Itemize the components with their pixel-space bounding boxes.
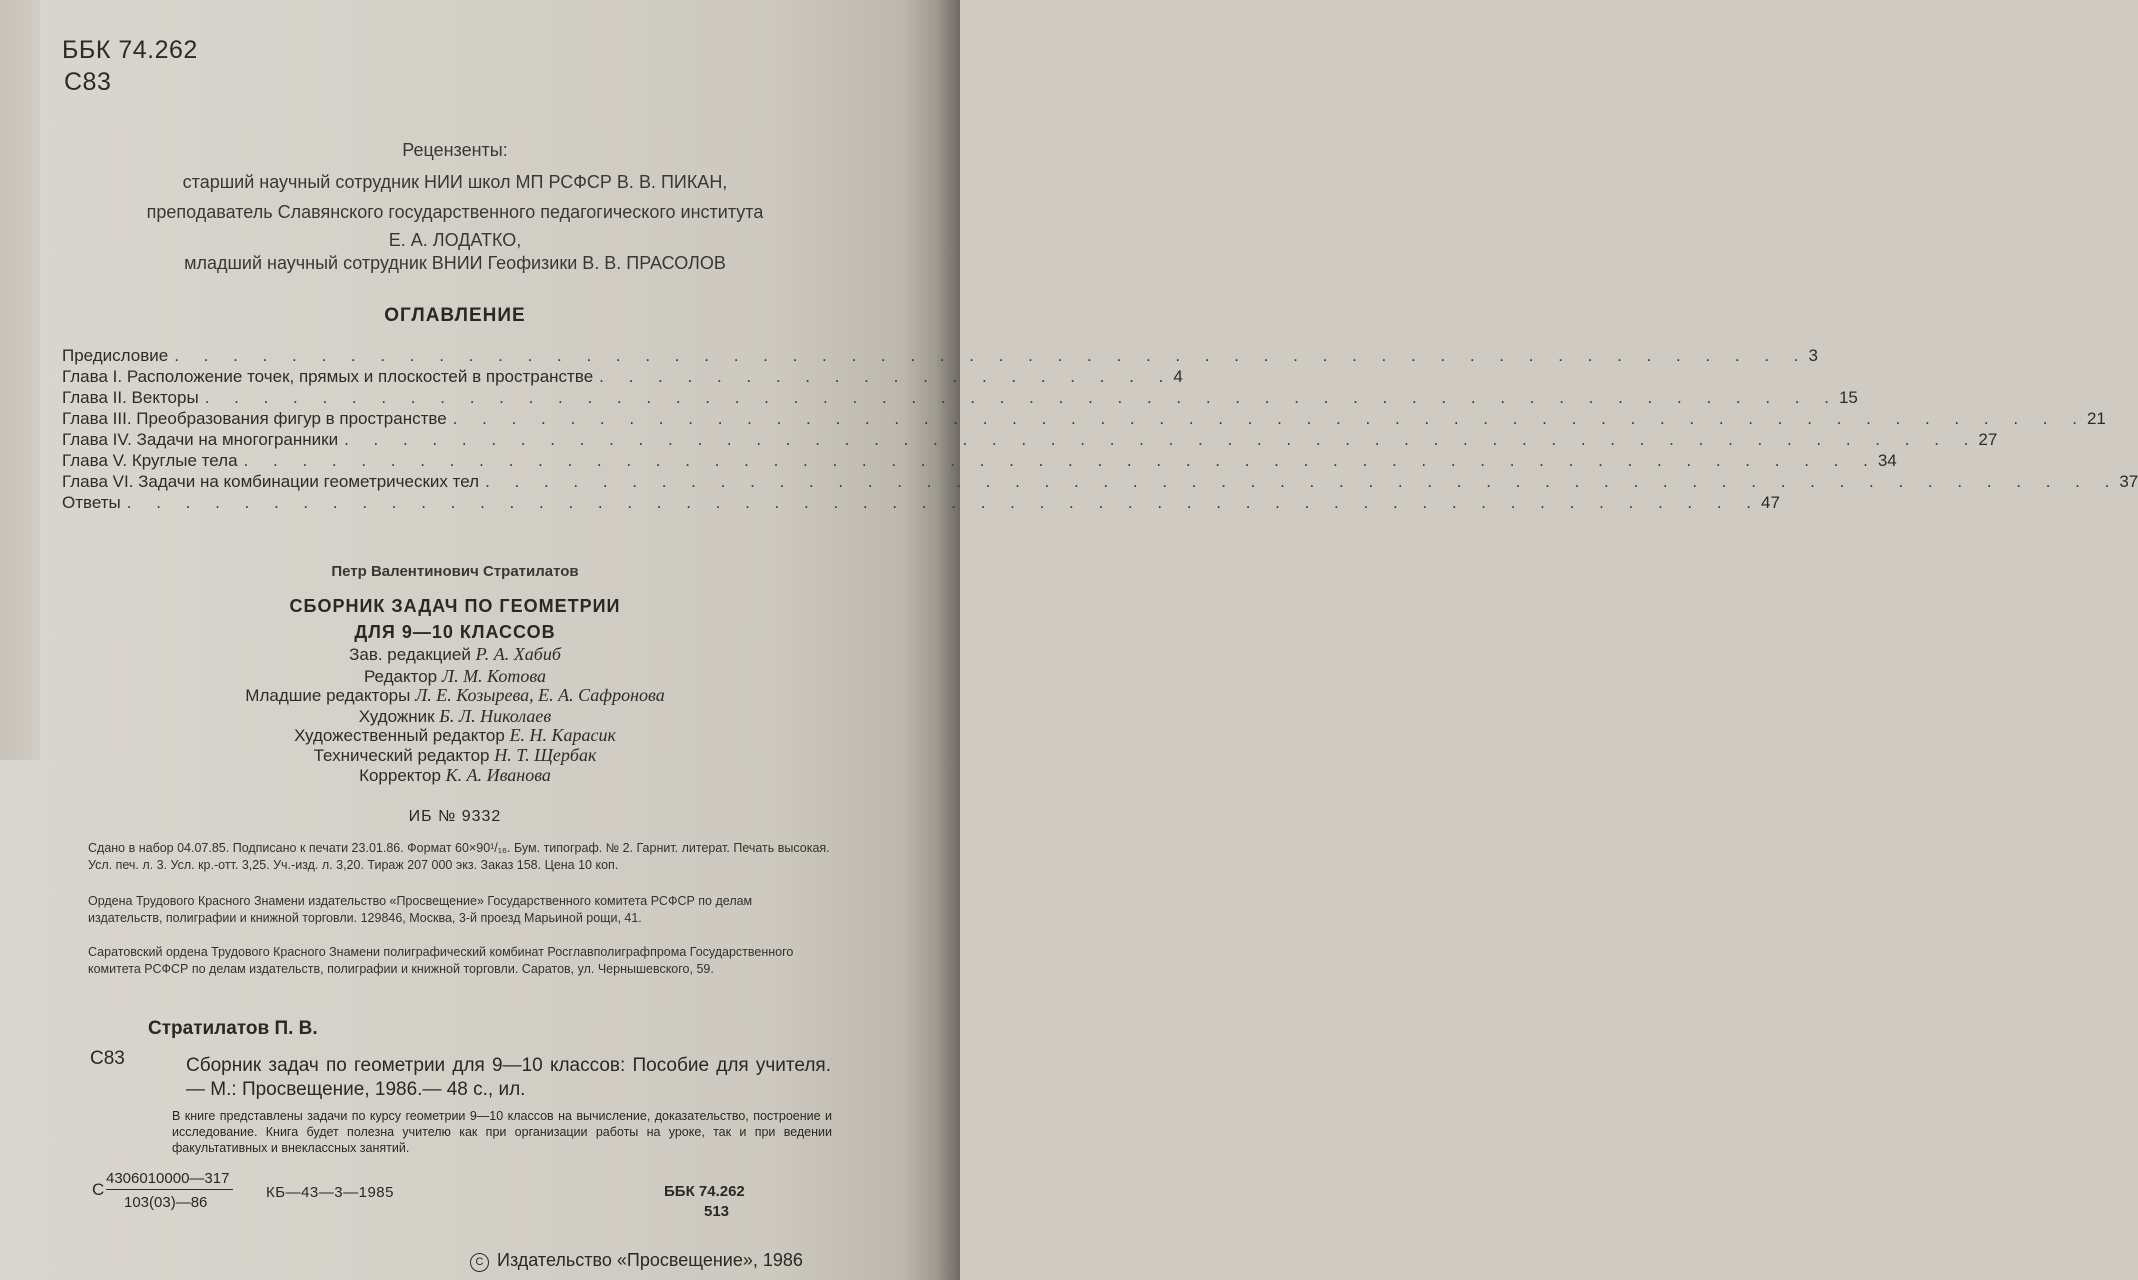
- toc-item-page: 21: [2086, 409, 2106, 428]
- toc-leader: . . . . . . . . . . . . . . . . . . . . . . . . . . . . . . . . . . . . . . . . . . . . . . . . . . . . . . . .: [452, 409, 2087, 428]
- staff-line: [0, 706, 910, 727]
- toc-item-label: Ответы: [62, 493, 121, 512]
- reviewer-line: старший научный сотрудник НИИ школ МП РСФСР В. В. ПИКАН,: [182, 172, 728, 192]
- catalog-annotation: В книге представлены задачи по курсу геометрии 9—10 классов на вычисление, доказательство, построение и исследование. Книга будет полезна учителю как при организации работы на уроке, так и при ведении факультативных и внеклассных занятий.: [172, 1109, 832, 1155]
- imprint-author: Петр Валентинович Стратилатов: [331, 563, 579, 580]
- staff-name: Л. М. Котова: [441, 666, 547, 686]
- staff-name: К. А. Иванова: [445, 765, 551, 785]
- staff-line: [0, 725, 910, 746]
- staff-name: Е. Н. Карасик: [509, 725, 616, 745]
- catalog-code: С83: [90, 1048, 125, 1069]
- staff-role: Корректор: [359, 766, 441, 785]
- toc-item-label: Глава III. Преобразования фигур в пространстве: [62, 409, 447, 428]
- toc-item: [62, 409, 2106, 431]
- classification-block: [62, 34, 198, 98]
- book-title-line1: СБОРНИК ЗАДАЧ ПО ГЕОМЕТРИИ: [289, 596, 621, 616]
- staff-line: [0, 644, 910, 665]
- catalog-author: Стратилатов П. В.: [148, 1018, 318, 1039]
- staff-name: Р. А. Хабиб: [475, 644, 561, 664]
- toc-item-label: Предисловие: [62, 346, 169, 365]
- copyright-line: [470, 1250, 803, 1272]
- staff-name: Н. Т. Щербак: [494, 745, 597, 765]
- catalog-bbk-number: 513: [704, 1203, 730, 1220]
- toc-item: [62, 493, 1780, 515]
- copyright-text: Издательство «Просвещение», 1986: [497, 1250, 803, 1270]
- toc-item-label: Глава V. Круглые тела: [62, 451, 238, 470]
- toc-item-label: Глава IV. Задачи на многогранники: [62, 430, 339, 449]
- print-info: Сдано в набор 04.07.85. Подписано к печати 23.01.86. Формат 60×90¹/₁₆. Бум. типограф. № 2. Гарнит. литерат. Печать высокая. Усл. печ. л. 3. Усл. кр.-отт. 3,25. Уч.-изд. л. 3,20. Тираж 207 000 экз. Заказ 158. Цена 10 коп.: [88, 841, 830, 872]
- publisher-info: Ордена Трудового Красного Знамени издательство «Просвещение» Государственного комитета РСФСР по делам издательств, полиграфии и книжной торговли. 129846, Москва, 3-й проезд Марьиной рощи, 41.: [88, 894, 753, 925]
- staff-name: Л. Е. Козырева, Е. А. Сафронова: [415, 685, 665, 705]
- staff-role: Художественный редактор: [294, 726, 505, 745]
- toc-item-page: 37: [2119, 472, 2138, 491]
- toc-leader: . . . . . . . . . . . . . . . . . . . . . . . . . . . . . . . . . . . . . . . . . . . . . . . . . . . . . . . .: [126, 493, 1762, 512]
- staff-name: Б. Л. Николаев: [439, 706, 552, 726]
- staff-role: Редактор: [363, 667, 438, 686]
- toc-title: ОГЛАВЛЕНИЕ: [384, 305, 526, 326]
- staff-role: Младшие редакторы: [245, 686, 411, 705]
- toc-leader: . . . . . . . . . . . . . . . . . . . . . . . . . . . . . . . . . . . . . . . . . . . . . . . . . . . . . . . .: [344, 430, 1979, 449]
- toc-item-page: 34: [1877, 451, 1897, 470]
- toc-leader: . . . . . . . . . . . . . . . . . . . . . . . . . . . . . . . . . . . . . . . . . . . . . . . . . . . . . . . .: [174, 346, 1809, 365]
- reviewer-line: Е. А. ЛОДАТКО,: [388, 230, 522, 250]
- toc-item: [62, 430, 1998, 452]
- copyright-icon: C: [470, 1253, 489, 1272]
- toc-item-page: 27: [1978, 430, 1998, 449]
- toc-item-label: Глава VI. Задачи на комбинации геометрических тел: [62, 472, 480, 491]
- book-title-line2: ДЛЯ 9—10 КЛАССОВ: [354, 622, 556, 642]
- book-spine-shadow: [934, 0, 960, 1280]
- reviewer-line: преподаватель Славянского государственного педагогического института: [146, 202, 764, 222]
- toc-item-page: 15: [1838, 388, 1858, 407]
- bbk-code: ББК 74.262: [62, 36, 198, 64]
- toc-item-label: Глава I. Расположение точек, прямых и плоскостей в пространстве: [62, 367, 594, 386]
- ib-number: ИБ № 9332: [408, 808, 502, 825]
- printer-info: Саратовский ордена Трудового Красного Знамени полиграфический комбинат Росглавполиграфпрома Государственного комитета РСФСР по делам издательств, полиграфии и книжной торговли. Саратов, ул. Чернышевского, 59.: [88, 945, 794, 976]
- toc-leader: . . . . . . . . . . . . . . . . . . . . . . . . . . . . . . . . . . . . . . . . . . . . . . . . . . . . . . . .: [243, 451, 1878, 470]
- toc-item-page: 47: [1761, 493, 1780, 512]
- kb-code: КБ—43—3—1985: [266, 1184, 394, 1201]
- staff-line: [0, 745, 910, 766]
- toc-item: [62, 388, 1858, 410]
- staff-role: Художник: [358, 707, 435, 726]
- reviewers-heading: Рецензенты:: [402, 140, 508, 160]
- index-numerator: 4306010000—317: [106, 1170, 233, 1190]
- catalog-bbk-code: ББК 74.262: [664, 1183, 745, 1200]
- toc-item: [62, 346, 1818, 368]
- catalog-bbk: [664, 1182, 745, 1222]
- staff-line: [0, 685, 910, 706]
- toc-leader: . . . . . . . . . . . . . . . . . . . .: [599, 367, 1174, 386]
- staff-line: [0, 666, 910, 687]
- staff-line: [0, 765, 910, 786]
- index-denominator: 103(03)—86: [124, 1194, 208, 1211]
- toc-item-page: 4: [1173, 367, 1183, 386]
- toc-item-page: 3: [1808, 346, 1818, 365]
- toc-item: [62, 367, 1183, 389]
- toc-leader: . . . . . . . . . . . . . . . . . . . . . . . . . . . . . . . . . . . . . . . . . . . . . . . . . . . . . . . .: [485, 472, 2120, 491]
- toc-item-label: Глава II. Векторы: [62, 388, 199, 407]
- staff-role: Технический редактор: [313, 746, 490, 765]
- reviewer-line: младший научный сотрудник ВНИИ Геофизики В. В. ПРАСОЛОВ: [184, 253, 726, 273]
- toc-leader: . . . . . . . . . . . . . . . . . . . . . . . . . . . . . . . . . . . . . . . . . . . . . . . . . . . . . . . .: [204, 388, 1839, 407]
- toc-item: [62, 472, 2138, 494]
- author-code: С83: [64, 68, 112, 96]
- catalog-description: Сборник задач по геометрии для 9—10 классов: Пособие для учителя.— М.: Просвещение, 1986.— 48 с., ил.: [186, 1055, 831, 1100]
- index-letter: С: [92, 1180, 105, 1199]
- staff-role: Зав. редакцией: [349, 645, 471, 664]
- toc-item: [62, 451, 1897, 473]
